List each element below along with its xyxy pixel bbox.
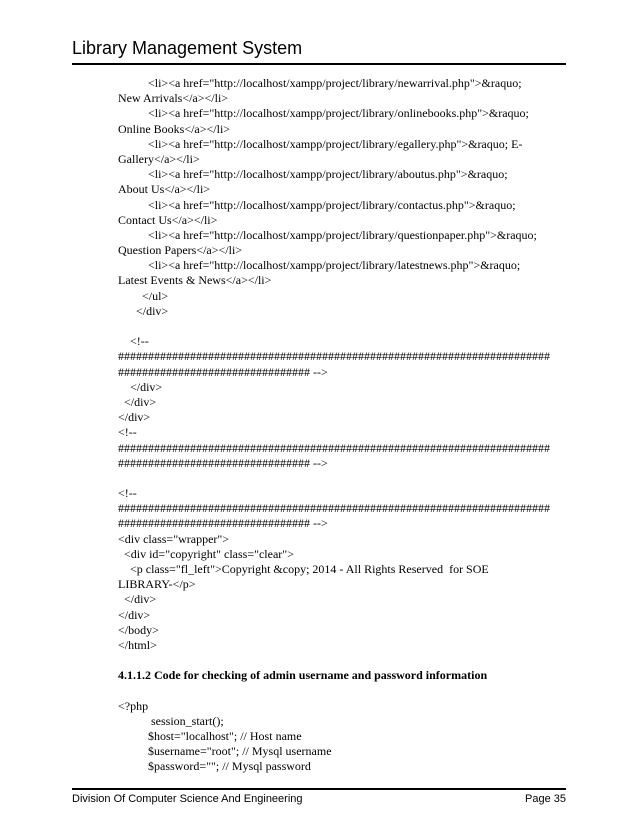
code-line: Gallery</a></li> <box>118 151 200 166</box>
code-line: Latest Events & News</a></li> <box>118 273 272 288</box>
code-line: <div class="wrapper"> <box>118 531 230 546</box>
code-line: session_start(); <box>118 713 224 728</box>
code-line: </div> <box>118 394 157 409</box>
code-line: </div> <box>118 592 157 607</box>
code-line: </div> <box>118 379 163 394</box>
footer-page-number: Page 35 <box>525 793 566 805</box>
code-line: <li><a href="http://localhost/xampp/project/library/contactus.php">&raquo; <box>118 197 516 212</box>
code-line: <!-- <box>118 486 137 501</box>
code-line: <div id="copyright" class="clear"> <box>118 546 294 561</box>
code-line: About Us</a></li> <box>118 182 211 197</box>
code-line: $username="root"; // Mysql username <box>118 744 332 759</box>
code-line: ######################################################################## <box>118 440 550 455</box>
code-line: <li><a href="http://localhost/xampp/project/library/newarrival.php">&raquo; <box>118 76 522 90</box>
page-footer <box>72 788 566 805</box>
code-line: Question Papers</a></li> <box>118 243 243 258</box>
code-line: Online Books</a></li> <box>118 121 231 136</box>
code-line: </html> <box>118 637 157 652</box>
code-line: $host="localhost"; // Host name <box>118 729 302 744</box>
code-line <box>118 471 578 486</box>
code-line: <!-- <box>118 425 137 440</box>
code-line: <li><a href="http://localhost/xampp/project/library/questionpaper.php">&raquo; <box>118 227 537 242</box>
code-line: $password=""; // Mysql password <box>118 759 311 774</box>
section-heading: 4.1.1.2 Code for checking of admin username and password information <box>118 668 488 683</box>
code-line: </div> <box>118 410 151 425</box>
code-line: </ul> <box>118 288 169 303</box>
code-line: ################################ --> <box>118 455 328 470</box>
code-line: <li><a href="http://localhost/xampp/project/library/onlinebooks.php">&raquo; <box>118 106 529 121</box>
document-body <box>118 76 578 775</box>
code-line: ################################ --> <box>118 516 328 531</box>
code-line: <li><a href="http://localhost/xampp/project/library/latestnews.php">&raquo; <box>118 258 521 273</box>
code-line: </div> <box>118 607 151 622</box>
code-line: <!-- <box>118 334 149 349</box>
code-line: <li><a href="http://localhost/xampp/project/library/aboutus.php">&raquo; <box>118 167 508 182</box>
code-line: ################################ --> <box>118 364 328 379</box>
code-line <box>118 653 578 668</box>
code-line: New Arrivals</a></li> <box>118 91 229 106</box>
code-line: </div> <box>118 303 169 318</box>
code-line <box>118 684 578 699</box>
code-line <box>118 319 578 334</box>
page-header <box>72 38 566 65</box>
code-line: Contact Us</a></li> <box>118 212 218 227</box>
code-line: ######################################################################## <box>118 501 550 516</box>
code-line: <li><a href="http://localhost/xampp/project/library/egallery.php">&raquo; E- <box>118 136 523 151</box>
code-line: LIBRARY-</p> <box>118 577 196 592</box>
footer-department: Division Of Computer Science And Engineering <box>72 793 303 805</box>
code-line: ######################################################################## <box>118 349 550 364</box>
code-line: <?php <box>118 698 149 713</box>
header-title: Library Management System <box>72 38 303 58</box>
code-line: </body> <box>118 622 159 637</box>
code-line: <p class="fl_left">Copyright &copy; 2014 - All Rights Reserved for SOE <box>118 562 489 576</box>
